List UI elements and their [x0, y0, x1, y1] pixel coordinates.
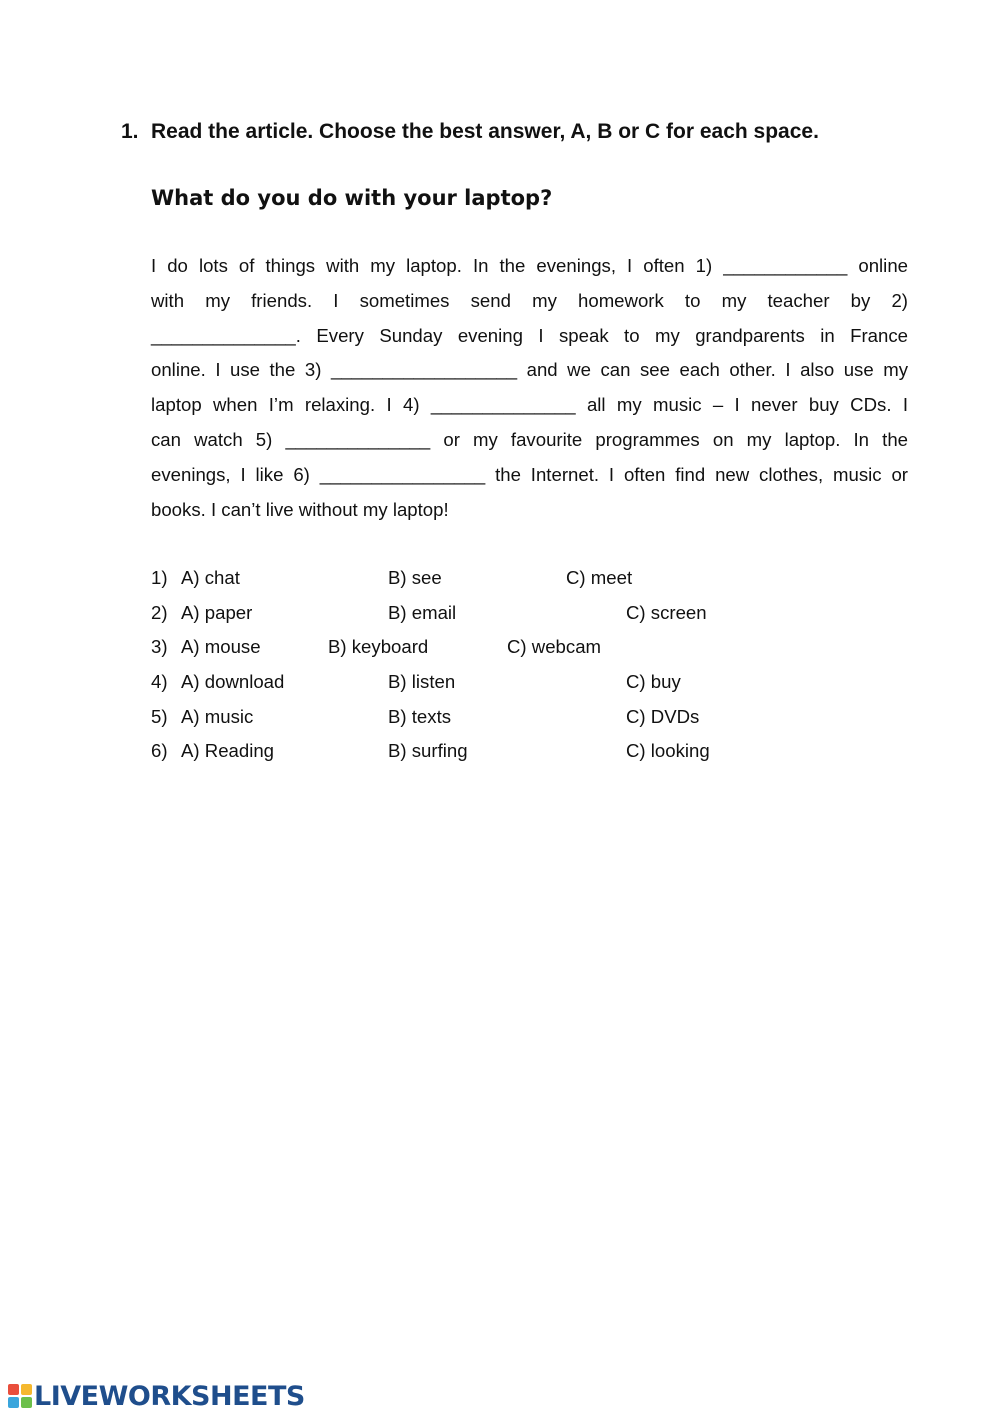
question-number: 5) [151, 705, 168, 727]
option-c[interactable]: C) DVDs [626, 705, 700, 727]
question-number: 1) [151, 567, 168, 588]
option-a[interactable]: A) chat [181, 567, 240, 588]
article-line: ______________. Every Sunday evening I speak to my grandparents in France [151, 324, 908, 346]
article-title: What do you do with your laptop? [151, 186, 553, 210]
question-row [151, 703, 851, 738]
option-a[interactable]: A) music [181, 705, 254, 727]
liveworksheets-logo-text: LIVEWORKSHEETS [34, 1380, 305, 1412]
question-number: 4) [151, 671, 168, 693]
option-a[interactable]: A) Reading [181, 740, 275, 762]
article-line: online. I use the 3) __________________ and we can see each other. I also use my [151, 359, 908, 381]
article-line: I do lots of things with my laptop. In the evenings, I often 1) ____________ online [151, 255, 908, 276]
liveworksheets-logo-icon [8, 1384, 32, 1408]
article-line: can watch 5) ______________ or my favourite programmes on my laptop. In the [151, 428, 908, 450]
article-line: evenings, I like 6) ________________ the Internet. I often find new clothes, music or [151, 463, 908, 485]
article-line: books. I can’t live without my laptop! [151, 498, 449, 520]
option-a[interactable]: A) mouse [181, 636, 261, 658]
option-c[interactable]: C) meet [566, 567, 633, 588]
question-row [151, 599, 851, 634]
option-b[interactable]: B) email [388, 601, 457, 623]
question-number: 3) [151, 636, 168, 658]
option-c[interactable]: C) screen [626, 601, 707, 623]
article-body [151, 252, 908, 530]
option-c[interactable]: C) webcam [507, 636, 602, 658]
question-row [151, 737, 851, 772]
exercise-number: 1. [121, 120, 139, 143]
question-row [151, 564, 851, 599]
question-row [151, 668, 851, 703]
question-number: 6) [151, 740, 168, 762]
option-a[interactable]: A) paper [181, 601, 253, 623]
article-line: with my friends. I sometimes send my homework to my teacher by 2) [151, 289, 908, 311]
exercise-instruction [121, 120, 819, 144]
article-line: laptop when I’m relaxing. I 4) ______________ all my music – I never buy CDs. I [151, 394, 908, 416]
option-b[interactable]: B) texts [388, 705, 452, 727]
option-c[interactable]: C) buy [626, 671, 681, 693]
option-c[interactable]: C) looking [626, 740, 710, 762]
question-row [151, 633, 851, 668]
answer-options [151, 564, 851, 772]
exercise-instruction-text: Read the article. Choose the best answer, A, B or C for each space. [151, 120, 819, 143]
option-b[interactable]: B) surfing [388, 740, 468, 762]
option-b[interactable]: B) see [388, 567, 442, 588]
option-a[interactable]: A) download [181, 671, 285, 693]
option-b[interactable]: B) listen [388, 671, 456, 693]
question-number: 2) [151, 601, 168, 623]
liveworksheets-logo[interactable] [8, 1379, 305, 1413]
option-b[interactable]: B) keyboard [328, 636, 429, 658]
